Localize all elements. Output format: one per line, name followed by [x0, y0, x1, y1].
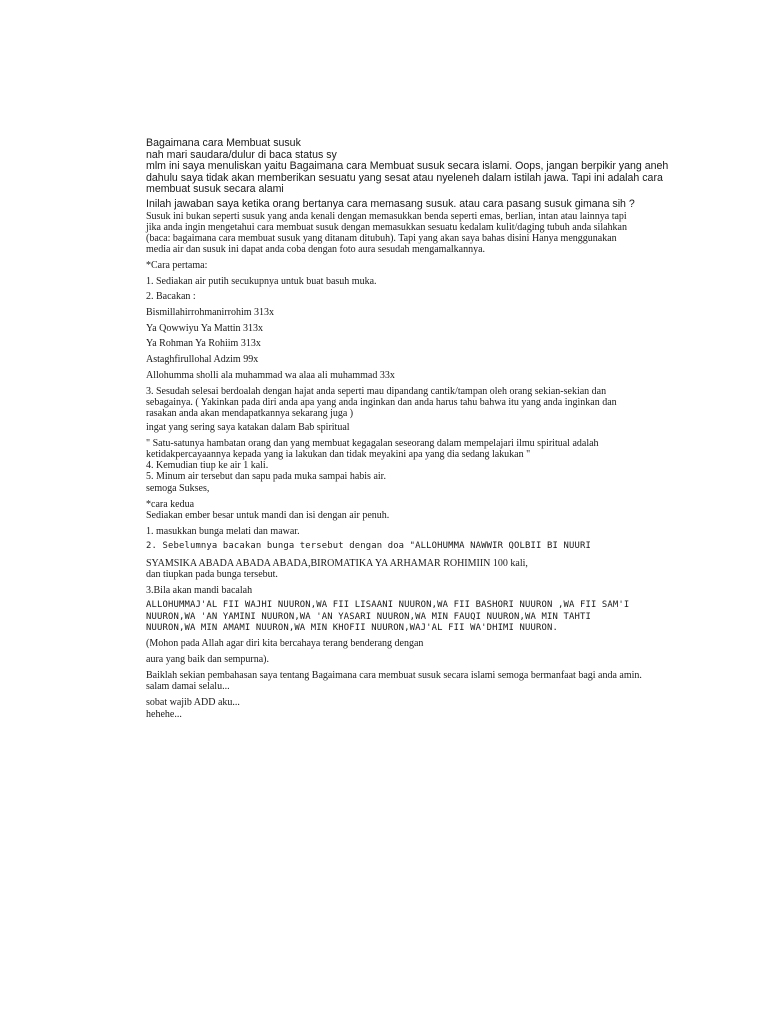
question-text: Inilah jawaban saya ketika orang bertanya cara memasang susuk. atau cara pasang susuk gimana sih ?	[146, 197, 635, 210]
step-text: 3.Bila akan mandi bacalah	[146, 584, 253, 596]
step-text: 3. Sesudah selesai berdoalah dengan hajat anda seperti mau dipandang cantik/tampan oleh orang sekian-sekian dan	[146, 385, 607, 397]
explanation-line: media air dan susuk ini dapat anda coba dengan foto aura sesudah mengamalkannya.	[146, 244, 486, 256]
explanation-line: Susuk ini bukan seperti susuk yang anda kenali dengan memasukkan benda seperti emas, berlian, intan atau lainnya tapi	[146, 210, 627, 222]
ending-line: Baiklah sekian pembahasan saya tentang Bagaimana cara membuat susuk secara islami semoga bermanfaat bagi anda amin.	[146, 670, 642, 682]
step-text: 1. masukkan bunga melati dan mawar.	[146, 525, 300, 537]
prayer-block	[146, 600, 668, 634]
step-text: 4. Kemudian tiup ke air 1 kali.	[146, 460, 269, 472]
hope-text: (Mohon pada Allah agar diri kita bercahaya terang benderang dengan	[146, 637, 424, 649]
doa-text: 2. Sebelumnya bacakan bunga tersebut dengan doa "ALLOHUMMA NAWWIR QOLBII BI NUURI	[146, 541, 591, 552]
reading-item: Astaghfirullohal Adzim 99x	[146, 354, 259, 366]
intro-line: membuat susuk secara alami	[146, 183, 284, 196]
hope-block	[146, 638, 668, 665]
step-text: rasakan anda akan mendapatkannya sekarang juga )	[146, 407, 354, 419]
intro-line: dahulu saya tidak akan memberikan sesuatu yang sesat atau nyeleneh dalam istilah jawa. Tapi ini adalah cara	[146, 171, 663, 184]
closing-text: semoga Sukses,	[146, 482, 210, 494]
step-text: SYAMSIKA ABADA ABADA ABADA,BIROMATIKA YA ARHAMAR ROHIMIIN 100 kali,	[146, 557, 528, 569]
document-title: Bagaimana cara Membuat susuk	[146, 137, 301, 149]
hope-text: aura yang baik dan sempurna).	[146, 653, 270, 665]
signoff-block	[146, 697, 668, 719]
explanation-line: jika anda ingin mengetahui cara membuat susuk dengan memasukkan sesuatu kedalam kulit/daging tubuh anda silahkan	[146, 221, 627, 233]
quote-line: " Satu-satunya hambatan orang dan yang membuat kegagalan seseorang dalam mempelajari ilmu spiritual adalah	[146, 437, 599, 449]
prayer-line: ALLOHUMMAJ'AL FII WAJHI NUURON,WA FII LISAANI NUURON,WA FII BASHORI NUURON ,WA FII SAM'I	[146, 600, 630, 611]
section-heading: *cara kedua	[146, 498, 195, 510]
step-text: dan tiupkan pada bunga tersebut.	[146, 569, 278, 581]
prayer-line: NUURON,WA MIN AMAMI NUURON,WA MIN KHOFII NUURON,WAJ'AL FII WA'DHIMI NUURON.	[146, 623, 558, 634]
intro-block	[146, 138, 668, 196]
prayer-line: NUURON,WA 'AN YAMINI NUURON,WA 'AN YASARI NUURON,WA MIN FAUQI NUURON,WA MIN TAHTI	[146, 611, 591, 622]
step-text: 1. Sediakan air putih secukupnya untuk buat basuh muka.	[146, 275, 377, 287]
signoff-line: hehehe...	[146, 708, 182, 720]
cara-pertama-section	[146, 260, 668, 494]
section-heading: *Cara pertama:	[146, 259, 208, 271]
explanation-line: (baca: bagaimana cara membuat susuk yang ditanam ditubuh). Tapi yang akan saya bahas disini Hanya menggunakan	[146, 232, 617, 244]
document-page	[146, 138, 668, 720]
reading-item: Ya Qowwiyu Ya Mattin 313x	[146, 322, 264, 334]
signoff-line: sobat wajib ADD aku...	[146, 697, 240, 709]
question-line	[146, 199, 668, 211]
reading-item: Allohumma sholli ala muhammad wa alaa ali muhammad 33x	[146, 369, 395, 381]
step-text: 2. Bacakan :	[146, 291, 196, 303]
reading-item: Ya Rohman Ya Rohiim 313x	[146, 338, 261, 350]
step-text: sebagainya. ( Yakinkan pada diri anda apa yang anda inginkan dan anda harus tahu bahwa itu yang anda inginkan dan	[146, 396, 617, 408]
step-text: Sediakan ember besar untuk mandi dan isi dengan air penuh.	[146, 510, 390, 522]
cara-kedua-section	[146, 499, 668, 537]
step-text: 5. Minum air tersebut dan sapu pada muka sampai habis air.	[146, 471, 386, 483]
intro-line: mlm ini saya menuliskan yaitu Bagaimana cara Membuat susuk secara islami. Oops, jangan berpikir yang aneh	[146, 160, 669, 173]
doa-continuation	[146, 558, 668, 596]
ending-block	[146, 670, 668, 692]
doa-line	[146, 541, 668, 552]
quote-line: ketidakpercayaannya kepada yang ia lakukan dan tidak meyakini apa yang dia sedang lakukan "	[146, 449, 531, 461]
reading-item: Bismillahirrohmanirrohim 313x	[146, 306, 275, 318]
ending-line: salam damai selalu...	[146, 681, 230, 693]
intro-line: nah mari saudara/dulur di baca status sy	[146, 148, 337, 161]
explanation-block	[146, 211, 668, 256]
remember-note: ingat yang sering saya katakan dalam Bab spiritual	[146, 422, 350, 434]
